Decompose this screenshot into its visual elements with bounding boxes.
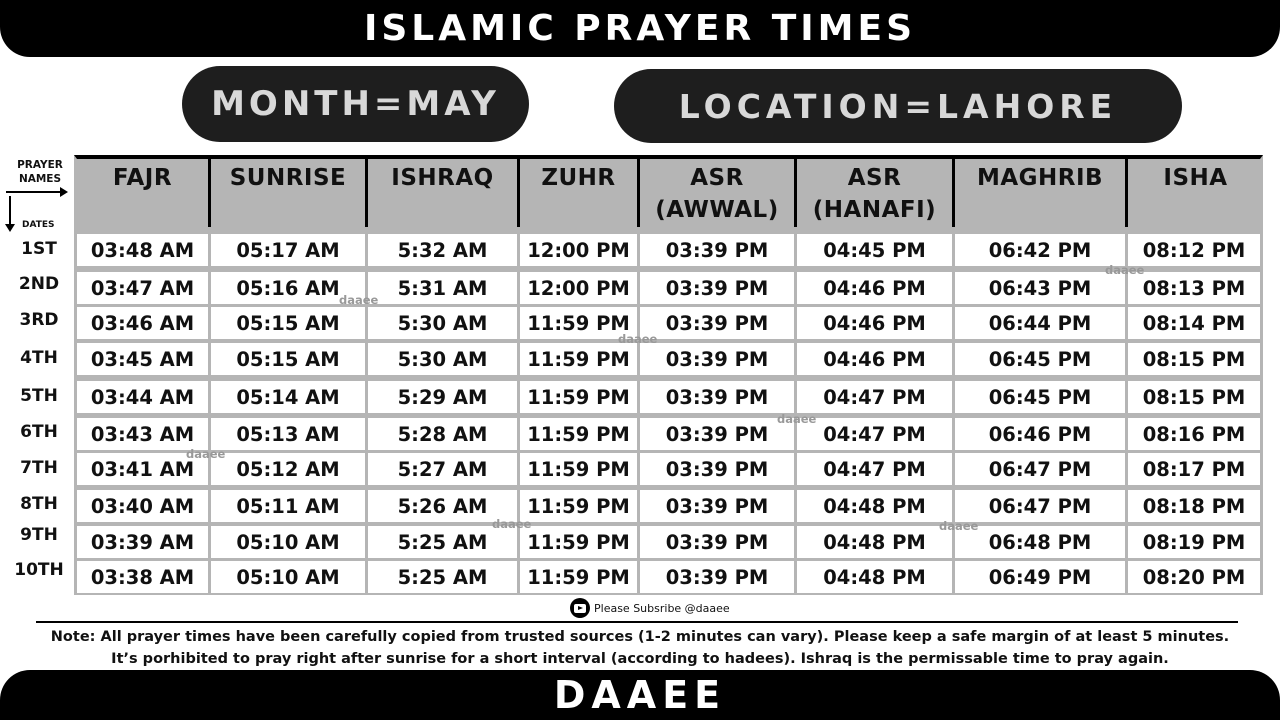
watermark-text: daaee [618,332,658,346]
time-cell: 12:00 PM [520,234,637,266]
time-cell: 5:30 AM [368,343,517,375]
time-cell: 08:16 PM [1128,418,1260,450]
column-header [77,159,211,227]
time-cell: 11:59 PM [520,307,637,339]
time-cell: 03:39 PM [640,453,794,485]
column-header [211,159,368,227]
column-header-line2: (AWWAL) [655,197,779,223]
date-label: 5TH [20,386,58,406]
month-pill: MONTH=MAY [182,66,529,142]
time-cell: 05:15 AM [211,343,365,375]
column-header [797,159,955,227]
time-cell: 05:10 AM [211,561,365,593]
time-cell: 03:48 AM [77,234,208,266]
location-pill: LOCATION=LAHORE [614,69,1182,143]
top-banner [0,0,1280,57]
time-cell: 5:25 AM [368,561,517,593]
column-header-line1: ISHRAQ [391,165,494,191]
time-cell: 11:59 PM [520,526,637,558]
time-cell: 06:45 PM [955,343,1125,375]
column-header [955,159,1128,227]
column-header-line1: ISHA [1163,165,1228,191]
time-cell: 03:38 AM [77,561,208,593]
time-cell: 03:39 PM [640,490,794,522]
time-cell: 08:13 PM [1128,272,1260,304]
time-cell: 11:59 PM [520,381,637,413]
time-cell: 06:47 PM [955,490,1125,522]
time-cell: 04:47 PM [797,418,952,450]
time-cell: 08:12 PM [1128,234,1260,266]
time-cell: 03:39 PM [640,234,794,266]
note-line-2: It’s porhibited to pray right after sunrise for a short interval (according to hadees). Ishraq is the permissable time to pray again. [111,651,1169,667]
time-cell: 03:43 AM [77,418,208,450]
time-cell: 5:25 AM [368,526,517,558]
time-cell: 03:39 PM [640,526,794,558]
subscribe-text: Please Subsribe @daaee [594,601,730,615]
time-cell: 06:47 PM [955,453,1125,485]
brand-name: DAAEE [553,673,727,717]
watermark-text: daaee [339,293,379,307]
watermark-text: daaee [777,412,817,426]
prayer-names-label: PRAYER NAMES [17,159,63,185]
page-title: ISLAMIC PRAYER TIMES [363,8,917,49]
time-cell: 03:39 PM [640,418,794,450]
column-header-line1: ASR [690,165,744,191]
time-cell: 04:46 PM [797,307,952,339]
date-label: 8TH [20,494,58,514]
note-line-1: Note: All prayer times have been carefully copied from trusted sources (1-2 minutes can vary). Please keep a safe margin of at least 5 minutes. [50,629,1230,645]
dates-label: DATES [22,220,55,230]
time-cell: 5:32 AM [368,234,517,266]
subscribe-line[interactable] [570,598,730,618]
time-cell: 05:14 AM [211,381,365,413]
time-cell: 08:19 PM [1128,526,1260,558]
time-cell: 06:49 PM [955,561,1125,593]
time-cell: 05:10 AM [211,526,365,558]
column-header-line1: ASR [847,165,902,191]
time-cell: 11:59 PM [520,343,637,375]
bottom-banner [0,670,1280,720]
column-header [520,159,640,227]
time-cell: 05:13 AM [211,418,365,450]
time-cell: 04:48 PM [797,561,952,593]
time-cell: 05:12 AM [211,453,365,485]
time-cell: 03:39 AM [77,526,208,558]
date-label: 9TH [20,525,58,545]
column-header [640,159,797,227]
watermark-text: daaee [939,519,979,533]
time-cell: 06:44 PM [955,307,1125,339]
time-cell: 08:15 PM [1128,343,1260,375]
time-cell: 12:00 PM [520,272,637,304]
time-cell: 05:15 AM [211,307,365,339]
time-cell: 08:17 PM [1128,453,1260,485]
divider [36,621,1238,623]
time-cell: 11:59 PM [520,490,637,522]
time-cell: 08:18 PM [1128,490,1260,522]
time-cell: 5:27 AM [368,453,517,485]
time-cell: 5:29 AM [368,381,517,413]
time-cell: 04:46 PM [797,343,952,375]
time-cell: 06:45 PM [955,381,1125,413]
time-cell: 03:44 AM [77,381,208,413]
time-cell: 11:59 PM [520,561,637,593]
time-cell: 06:46 PM [955,418,1125,450]
time-cell: 06:42 PM [955,234,1125,266]
side-header [4,156,70,234]
column-header-line1: SUNRISE [229,165,347,191]
time-cell: 5:30 AM [368,307,517,339]
watermark-text: daaee [492,517,532,531]
column-header-line1: FAJR [112,165,173,191]
date-label: 2ND [18,274,60,294]
watermark-text: daaee [1105,263,1145,277]
youtube-icon [570,598,590,618]
time-cell: 04:46 PM [797,272,952,304]
column-header [1128,159,1263,227]
column-header-line2: (HANAFI) [812,197,937,223]
time-cell: 05:11 AM [211,490,365,522]
watermark-text: daaee [186,447,226,461]
time-cell: 05:16 AM [211,272,365,304]
date-label: 7TH [20,458,58,478]
date-label: 1ST [21,239,57,259]
time-cell: 03:41 AM [77,453,208,485]
time-cell: 08:20 PM [1128,561,1260,593]
time-cell: 5:28 AM [368,418,517,450]
time-cell: 03:39 PM [640,381,794,413]
time-cell: 06:48 PM [955,526,1125,558]
date-label: 4TH [20,348,58,368]
time-cell: 03:47 AM [77,272,208,304]
column-header-line1: ZUHR [541,165,616,191]
column-header [368,159,520,227]
time-cell: 04:45 PM [797,234,952,266]
time-cell: 03:39 PM [640,561,794,593]
time-cell: 03:39 PM [640,343,794,375]
time-cell: 08:15 PM [1128,381,1260,413]
date-label: 3RD [19,310,59,330]
time-cell: 03:39 PM [640,272,794,304]
time-cell: 5:26 AM [368,490,517,522]
time-cell: 11:59 PM [520,418,637,450]
arrow-right-icon [6,191,66,193]
time-cell: 04:48 PM [797,526,952,558]
time-cell: 03:46 AM [77,307,208,339]
time-cell: 05:17 AM [211,234,365,266]
arrow-down-icon [9,196,11,230]
date-label: 6TH [20,422,58,442]
date-label: 10TH [14,560,64,580]
time-cell: 04:47 PM [797,381,952,413]
prayer-times-table [74,155,1263,595]
time-cell: 11:59 PM [520,453,637,485]
time-cell: 04:48 PM [797,490,952,522]
time-cell: 03:45 AM [77,343,208,375]
time-cell: 5:31 AM [368,272,517,304]
time-cell: 03:40 AM [77,490,208,522]
note [20,626,1260,670]
time-cell: 06:43 PM [955,272,1125,304]
column-header-line1: MAGHRIB [976,165,1104,191]
time-cell: 04:47 PM [797,453,952,485]
time-cell: 03:39 PM [640,307,794,339]
time-cell: 08:14 PM [1128,307,1260,339]
